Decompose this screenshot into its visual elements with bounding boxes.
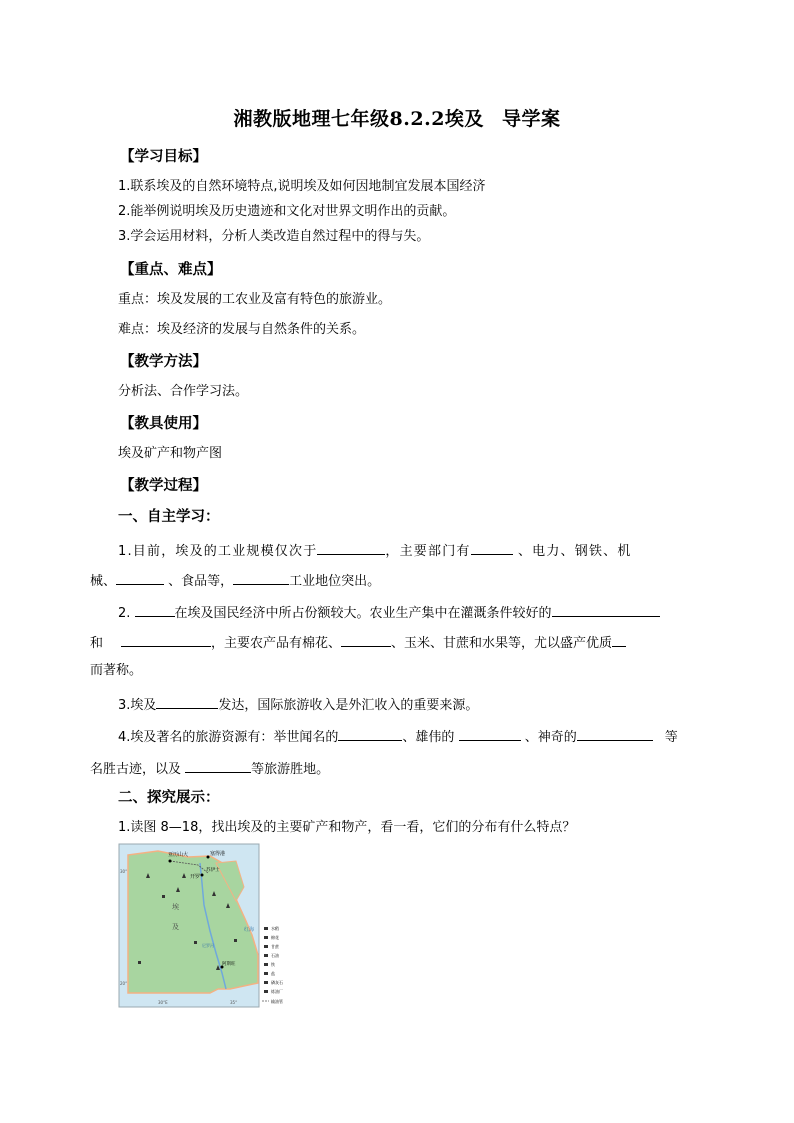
goal-item-3: 3.学会运用材料，分析人类改造自然过程中的得与失。 <box>118 229 430 244</box>
goal-item-2: 2.能举例说明埃及历史遗迹和文化对世界文明作出的贡献。 <box>118 204 456 219</box>
blank[interactable] <box>116 570 164 585</box>
key-point: 重点：埃及发展的工农业及富有特色的旅游业。 <box>118 292 392 307</box>
question-1-line-2: 械、 、食品等， 工业地位突出。 <box>90 570 380 591</box>
egypt-minerals-map <box>118 843 300 1008</box>
explore-heading: 二、探究展示： <box>118 790 220 806</box>
legend-swatch <box>264 990 268 993</box>
question-2-line-3: 而著称。 <box>90 663 143 678</box>
label-river: 尼罗河 <box>202 943 214 948</box>
question-4-line-2: 名胜古迹，以及 等旅游胜地。 <box>90 758 329 779</box>
blank[interactable] <box>552 602 660 617</box>
label-alexandria: 亚历山大 <box>168 852 189 858</box>
legend-item: 棉花 <box>271 935 279 940</box>
legend-item: 甘蔗 <box>271 944 279 949</box>
blank[interactable] <box>612 632 626 647</box>
label-red-sea: 红海 <box>244 927 255 933</box>
self-study-heading: 一、自主学习： <box>118 509 220 525</box>
blank[interactable] <box>317 540 385 555</box>
label-aswan: 阿斯旺 <box>222 962 236 967</box>
legend-swatch <box>264 981 268 984</box>
difficult-point: 难点：埃及经济的发展与自然条件的关系。 <box>118 322 366 337</box>
blank[interactable] <box>185 758 251 773</box>
question-4-line-1: 4.埃及著名的旅游资源有：举世闻名的 、雄伟的 、神奇的 等 <box>118 726 678 747</box>
city-dot <box>169 860 172 863</box>
legend-swatch <box>264 945 268 948</box>
blank[interactable] <box>471 540 513 555</box>
blank[interactable] <box>577 726 653 741</box>
explore-question-1: 1.读图 8—18，找出埃及的主要矿产和物产，看一看，它们的分布有什么特点？ <box>118 820 576 835</box>
label-lat-bottom: 20° <box>120 981 128 986</box>
legend-item: 磷灰石 <box>271 980 283 985</box>
tools-heading: 【教具使用】 <box>120 416 207 432</box>
city-dot <box>201 874 204 877</box>
label-lon-right: 35° <box>230 1000 238 1005</box>
legend-item: 盐 <box>271 971 275 976</box>
label-lat-top: 30° <box>120 869 128 874</box>
key-heading: 【重点、难点】 <box>120 262 222 278</box>
label-suez: 苏伊士 <box>206 868 220 873</box>
question-1-line-1: 1.目前，埃及的工业规模仅次于 ，主要部门有 、电力、钢铁、机 <box>118 540 632 561</box>
blank[interactable] <box>121 632 211 647</box>
label-cairo: 开罗 <box>190 874 201 880</box>
legend-item: 铁 <box>271 962 275 967</box>
legend-item: 输油管 <box>271 999 283 1004</box>
label-egypt-1: 埃 <box>172 903 179 911</box>
method-heading: 【教学方法】 <box>120 354 207 370</box>
legend-swatch <box>264 963 268 966</box>
label-egypt-2: 及 <box>172 923 179 931</box>
title-suffix: 导学案 <box>501 108 561 130</box>
process-heading: 【教学过程】 <box>120 478 207 494</box>
legend-item: 水稻 <box>271 926 279 931</box>
page-title <box>0 104 794 131</box>
label-port-said: 塞得港 <box>210 851 226 857</box>
label-lon-left: 30°E <box>158 1000 168 1005</box>
goal-item-1: 1.联系埃及的自然环境特点,说明埃及如何因地制宜发展本国经济 <box>118 179 486 194</box>
legend-swatch <box>264 954 268 957</box>
legend-swatch <box>264 927 268 930</box>
question-2-line-1: 2. 在埃及国民经济中所占份额较大。农业生产集中在灌溉条件较好的 <box>118 602 660 623</box>
question-2-line-2: 和 ，主要农产品有棉花、 、玉米、甘蔗和水果等，尤以盛产优质 <box>90 632 626 653</box>
blank[interactable] <box>233 570 289 585</box>
tools-text: 埃及矿产和物产图 <box>118 446 223 461</box>
blank[interactable] <box>135 602 175 617</box>
blank[interactable] <box>341 632 391 647</box>
method-text: 分析法、合作学习法。 <box>118 384 249 399</box>
question-3: 3.埃及 发达，国际旅游收入是外汇收入的重要来源。 <box>118 694 478 715</box>
map-legend <box>262 925 283 1004</box>
blank[interactable] <box>338 726 402 741</box>
legend-swatch <box>264 972 268 975</box>
blank[interactable] <box>459 726 521 741</box>
legend-item: 石油 <box>271 953 279 958</box>
blank[interactable] <box>156 694 218 709</box>
legend-swatch <box>264 936 268 939</box>
goals-heading: 【学习目标】 <box>120 149 207 165</box>
legend-item: 炼油厂 <box>271 989 283 994</box>
title-main: 湘教版地理七年级8.2.2埃及 <box>233 108 484 130</box>
